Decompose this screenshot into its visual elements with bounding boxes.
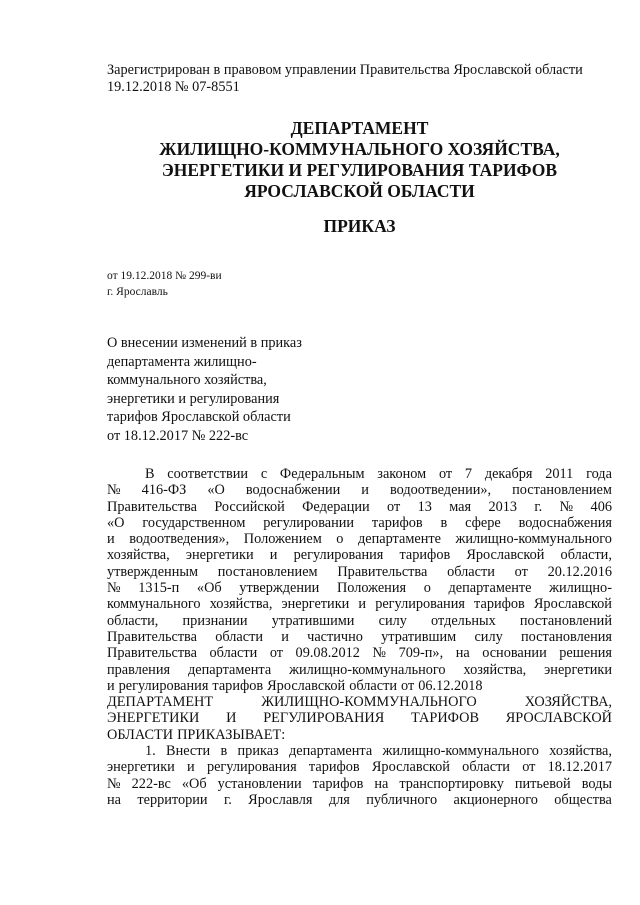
word: энергетики [107, 759, 175, 776]
word: и [107, 531, 115, 548]
body-line-text [145, 743, 612, 759]
word: хозяйства, [209, 596, 273, 613]
word: соответствии [167, 466, 249, 482]
word: сфере [465, 514, 501, 531]
word: энергетики [544, 661, 612, 678]
word: коммунального [107, 596, 201, 613]
word: Ярославля [248, 791, 313, 808]
word: от [514, 563, 528, 580]
body-line-text [107, 727, 612, 743]
word: силу [378, 612, 407, 629]
word: 18.12.2017 [547, 759, 612, 776]
registration-note [107, 62, 612, 96]
word: и [269, 547, 278, 564]
word: силу [474, 628, 503, 645]
body-line-text [107, 629, 612, 645]
word: Положением [243, 531, 322, 548]
word: 416-ФЗ [141, 482, 187, 499]
word: публичного [366, 791, 438, 808]
body-line [107, 629, 612, 645]
department-title-line-4: ЯРОСЛАВСКОЙ ОБЛАСТИ [244, 181, 475, 201]
body-line [107, 678, 612, 694]
word: питьевой [514, 775, 571, 792]
body-line-text [145, 466, 612, 482]
word: ДЕПАРТАМЕНТ [107, 694, 214, 711]
word: 06.12.2018 [418, 677, 483, 694]
word: правления [107, 661, 171, 678]
word: 13 [417, 498, 432, 515]
word: ХОЗЯЙСТВА, [524, 694, 612, 711]
word: хозяйства, [463, 661, 527, 678]
word: в [440, 514, 448, 531]
word: области [209, 645, 258, 662]
word: регулирования [118, 677, 209, 694]
word: решения [559, 645, 612, 662]
word: Ярославской [466, 547, 545, 564]
body-line-text [107, 499, 612, 515]
body-line [107, 515, 612, 531]
word: 1. [145, 743, 156, 760]
word: В [145, 466, 155, 482]
word: «Об [196, 580, 222, 597]
body-line [107, 613, 612, 629]
word: Правительства [107, 498, 197, 515]
word: на [374, 775, 389, 792]
word: акционерного [453, 791, 538, 808]
word: Ярославской [371, 759, 450, 776]
order-body [107, 466, 612, 808]
word: И [226, 710, 237, 727]
word: водоснабжении [245, 482, 341, 499]
word: признании [182, 612, 248, 629]
word: хозяйства, [107, 547, 170, 564]
word: отдельных [431, 612, 496, 629]
word: 7 [464, 466, 473, 482]
word: года [586, 466, 612, 482]
order-city: г. Ярославль [107, 286, 168, 298]
word: «О [107, 514, 125, 531]
body-line [107, 645, 612, 661]
word: Внести [166, 743, 211, 760]
word: «О [207, 482, 225, 499]
order-heading: ПРИКАЗ [323, 216, 396, 236]
word: г. [534, 498, 543, 515]
word: и [187, 759, 195, 776]
word: № [559, 498, 574, 515]
word: от [387, 498, 401, 515]
body-line [107, 662, 612, 678]
word: 222-вс [131, 775, 171, 792]
word: регулирования [206, 759, 297, 776]
body-line [107, 531, 612, 547]
word: Ярославской [533, 596, 612, 613]
word: ТАРИФОВ [411, 710, 479, 727]
word: области [349, 677, 397, 694]
body-line-text [107, 531, 612, 547]
word: в [220, 743, 228, 760]
word: департамента [289, 743, 373, 760]
word: и [107, 677, 115, 694]
body-line-text [107, 792, 612, 808]
word: территории [137, 791, 208, 808]
department-title [107, 118, 612, 202]
word: тарифов [474, 596, 525, 613]
word: хозяйства, [549, 743, 612, 760]
word: № [372, 645, 387, 662]
body-line [107, 564, 612, 580]
word: № [107, 580, 121, 597]
word: Правительства [107, 628, 197, 645]
body-line-text [107, 482, 612, 498]
word: от [522, 759, 536, 776]
order-date-number: от 19.12.2018 № 299-ви [107, 270, 222, 282]
word: департамента [188, 661, 272, 678]
word: декабря [484, 466, 533, 482]
word: частично [307, 628, 363, 645]
word: водоотведении», [389, 482, 492, 499]
word: воды [581, 775, 612, 792]
word: тарифов [399, 547, 451, 564]
word: 406 [590, 498, 612, 515]
word: утверждении [239, 580, 320, 597]
word: области [462, 759, 510, 776]
word: жилищно-коммунального [455, 531, 612, 548]
registration-line-1: Зарегистрирован в правовом управлении Правительства Ярославской области [107, 62, 583, 78]
subject-line: тарифов Ярославской области [107, 409, 291, 425]
body-line-text [107, 580, 612, 596]
body-line-text [107, 515, 612, 531]
word: регулирования [375, 596, 465, 613]
word: Правительства [337, 563, 428, 580]
word: жилищно-коммунального [382, 743, 539, 760]
subject-line: коммунального хозяйства, [107, 372, 267, 388]
body-line-text [107, 564, 612, 580]
subject-line: департамента жилищно- [107, 353, 257, 370]
body-line-text [107, 759, 612, 775]
word: о [336, 531, 344, 548]
order-meta [107, 268, 407, 300]
body-line [107, 743, 612, 759]
word: области, [560, 547, 612, 564]
word: Федерации [302, 498, 370, 515]
body-line [107, 466, 612, 482]
word: утвержденным [107, 563, 199, 580]
word: Ярославской [267, 677, 346, 694]
word: регулирования [293, 547, 384, 564]
word: от [400, 677, 415, 694]
word: ЭНЕРГЕТИКИ [107, 710, 200, 727]
word: «Об [181, 775, 207, 792]
department-title-line-2: ЖИЛИЩНО-КОММУНАЛЬНОГО ХОЗЯЙСТВА, [159, 139, 560, 159]
word: энергетики [185, 547, 254, 564]
body-line-text [107, 596, 612, 612]
word: ЯРОСЛАВСКОЙ [505, 710, 612, 727]
word: тарифов [212, 677, 264, 694]
word: тарифов [371, 514, 423, 531]
word: регулировании [263, 514, 355, 531]
body-line-text [107, 613, 612, 629]
word: постановлений [519, 612, 612, 629]
word: приказ [237, 743, 279, 760]
word: от [269, 645, 284, 662]
word: утратившим [381, 628, 457, 645]
word: энергетики [281, 596, 350, 613]
subject-line: от 18.12.2017 № 222-вс [107, 427, 249, 444]
word: с [260, 466, 268, 482]
word: общества [554, 791, 612, 808]
word: на [455, 645, 470, 662]
word: области [447, 563, 495, 580]
word: и [358, 596, 367, 613]
body-line [107, 499, 612, 515]
subject-line: О внесении изменений в приказ [107, 335, 302, 351]
word: от [438, 466, 453, 482]
word: 2013 [488, 498, 518, 515]
subject-line: энергетики и регулирования [107, 390, 280, 407]
word: № [107, 775, 121, 792]
body-line [107, 776, 612, 792]
word: Положения [336, 580, 407, 597]
word: мая [449, 498, 472, 515]
word: о [423, 580, 431, 597]
word: ЖИЛИЩНО-КОММУНАЛЬНОГО [261, 694, 477, 711]
word: государственном [142, 514, 246, 531]
word: транспортировку [399, 775, 504, 792]
body-line [107, 710, 612, 726]
body-line [107, 727, 612, 743]
body-line [107, 596, 612, 612]
word: РЕГУЛИРОВАНИЯ [263, 710, 385, 727]
word: жилищно- [549, 580, 612, 597]
order-subject [107, 334, 337, 445]
word: для [328, 791, 350, 808]
word: области, [107, 612, 159, 629]
word: постановлением [217, 563, 318, 580]
body-line-text [107, 662, 612, 678]
word: ПРИКАЗЫВАЕТ: [177, 726, 286, 743]
word: утратившими [271, 612, 355, 629]
word: тарифов [308, 759, 360, 776]
body-line [107, 482, 612, 498]
registration-line-2: 19.12.2018 № 07-8551 [107, 79, 240, 95]
body-line-text [107, 776, 612, 792]
body-line [107, 694, 612, 710]
word: жилищно-коммунального [289, 661, 446, 678]
body-line [107, 547, 612, 563]
word: области [215, 628, 264, 645]
body-line-text [107, 645, 612, 661]
body-line [107, 580, 612, 596]
word: 20.12.2016 [547, 563, 612, 580]
body-line [107, 759, 612, 775]
word: установлении [217, 775, 302, 792]
word: основании [482, 645, 547, 662]
department-title-line-1: ДЕПАРТАМЕНТ [290, 118, 429, 138]
word: Федеральным [279, 466, 365, 482]
word: на [107, 791, 121, 808]
body-line-text [107, 547, 612, 563]
word: департаменте [357, 531, 441, 548]
body-line-text [107, 678, 612, 694]
word: тарифов [312, 775, 364, 792]
word: и [281, 628, 289, 645]
word: постановления [520, 628, 612, 645]
word: и [361, 482, 369, 499]
body-line-text [107, 710, 612, 726]
word: 1315-п [138, 580, 180, 597]
body-line [107, 792, 612, 808]
word: водоснабжения [518, 514, 612, 531]
word: 709-п», [398, 645, 444, 662]
department-title-line-3: ЭНЕРГЕТИКИ И РЕГУЛИРОВАНИЯ ТАРИФОВ [161, 160, 558, 180]
word: 09.08.2012 [295, 645, 360, 662]
word: г. [223, 791, 232, 808]
word: № [107, 482, 121, 499]
word: постановлением [512, 482, 612, 499]
word: Российской [214, 498, 285, 515]
word: законом [377, 466, 427, 482]
body-line-text [107, 694, 612, 710]
word: 2011 [545, 466, 574, 482]
word: Правительства [107, 645, 197, 662]
word: ОБЛАСТИ [107, 726, 174, 743]
word: департаменте [448, 580, 532, 597]
word: водоотведения», [129, 531, 230, 548]
